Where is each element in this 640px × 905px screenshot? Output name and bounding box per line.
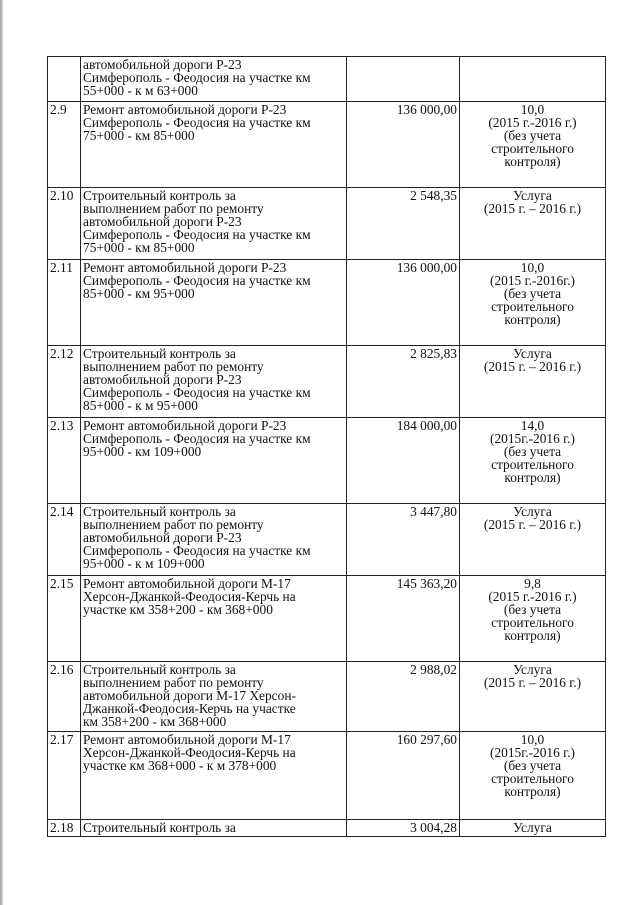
row-number: 2.15 — [48, 576, 81, 662]
work-description: Ремонт автомобильной дороги Р-23 Симферополь - Феодосия на участке км 85+000 - км 95+000 — [81, 260, 347, 346]
work-term: Услуга (2015 г. – 2016 г.) — [460, 504, 606, 576]
work-description: Ремонт автомобильной дороги М-17 Херсон-Джанкой-Феодосия-Керчь на участке км 368+000 - к м 378+000 — [81, 732, 347, 820]
work-term: Услуга (2015 г. – 2016 г.) — [460, 662, 606, 732]
row-number: 2.17 — [48, 732, 81, 820]
row-number: 2.9 — [48, 102, 81, 188]
works-table — [47, 56, 606, 837]
work-description: автомобильной дороги Р-23 Симферополь - Феодосия на участке км 55+000 - к м 63+000 — [81, 57, 347, 102]
work-term: 10,0 (2015 г.-2016 г.) (без учета строительного контроля) — [460, 102, 606, 188]
work-cost: 184 000,00 — [347, 418, 460, 504]
work-cost: 2 548,35 — [347, 188, 460, 260]
table-row — [48, 820, 606, 837]
work-description: Ремонт автомобильной дороги М-17 Херсон-Джанкой-Феодосия-Керчь на участке км 358+200 - км 368+000 — [81, 576, 347, 662]
table-row — [48, 732, 606, 820]
work-description: Строительный контроль за выполнением работ по ремонту автомобильной дороги Р-23 Симферополь - Феодосия на участке км 75+000 - км 85+000 — [81, 188, 347, 260]
work-description: Строительный контроль за выполнением работ по ремонту автомобильной дороги Р-23 Симферополь - Феодосия на участке км 85+000 - к м 95+000 — [81, 346, 347, 418]
table-row — [48, 188, 606, 260]
row-number: 2.14 — [48, 504, 81, 576]
row-number: 2.16 — [48, 662, 81, 732]
table-row — [48, 504, 606, 576]
work-cost — [347, 57, 460, 102]
work-cost: 136 000,00 — [347, 260, 460, 346]
work-term: 9,8 (2015 г.-2016 г.) (без учета строительного контроля) — [460, 576, 606, 662]
work-cost: 2 988,02 — [347, 662, 460, 732]
row-number: 2.12 — [48, 346, 81, 418]
work-cost: 145 363,20 — [347, 576, 460, 662]
table-row — [48, 102, 606, 188]
row-number — [48, 57, 81, 102]
work-term: 10,0 (2015г.-2016 г.) (без учета строительного контроля) — [460, 732, 606, 820]
work-cost: 160 297,60 — [347, 732, 460, 820]
work-description: Строительный контроль за выполнением работ по ремонту автомобильной дороги М-17 Херсон- Джанкой-Феодосия-Керчь на участке км 358+200 - км 368+000 — [81, 662, 347, 732]
work-term: Услуга (2015 г. – 2016 г.) — [460, 346, 606, 418]
row-number: 2.13 — [48, 418, 81, 504]
table-row — [48, 260, 606, 346]
work-description: Строительный контроль за — [81, 820, 347, 837]
work-term: 10,0 (2015 г.-2016г.) (без учета строительного контроля) — [460, 260, 606, 346]
work-description: Строительный контроль за выполнением работ по ремонту автомобильной дороги Р-23 Симферополь - Феодосия на участке км 95+000 - к м 109+000 — [81, 504, 347, 576]
work-term: Услуга (2015 г. – 2016 г.) — [460, 188, 606, 260]
work-description: Ремонт автомобильной дороги Р-23 Симферополь - Феодосия на участке км 95+000 - км 109+000 — [81, 418, 347, 504]
table-row — [48, 418, 606, 504]
table-row — [48, 662, 606, 732]
scan-page-edge — [0, 0, 3, 905]
work-cost: 2 825,83 — [347, 346, 460, 418]
row-number: 2.18 — [48, 820, 81, 837]
work-term: Услуга — [460, 820, 606, 837]
work-cost: 3 447,80 — [347, 504, 460, 576]
work-cost: 3 004,28 — [347, 820, 460, 837]
row-number: 2.10 — [48, 188, 81, 260]
work-term — [460, 57, 606, 102]
work-term: 14,0 (2015г.-2016 г.) (без учета строительного контроля) — [460, 418, 606, 504]
work-cost: 136 000,00 — [347, 102, 460, 188]
table-row — [48, 576, 606, 662]
table-row — [48, 346, 606, 418]
row-number: 2.11 — [48, 260, 81, 346]
work-description: Ремонт автомобильной дороги Р-23 Симферополь - Феодосия на участке км 75+000 - км 85+000 — [81, 102, 347, 188]
table-row — [48, 57, 606, 102]
